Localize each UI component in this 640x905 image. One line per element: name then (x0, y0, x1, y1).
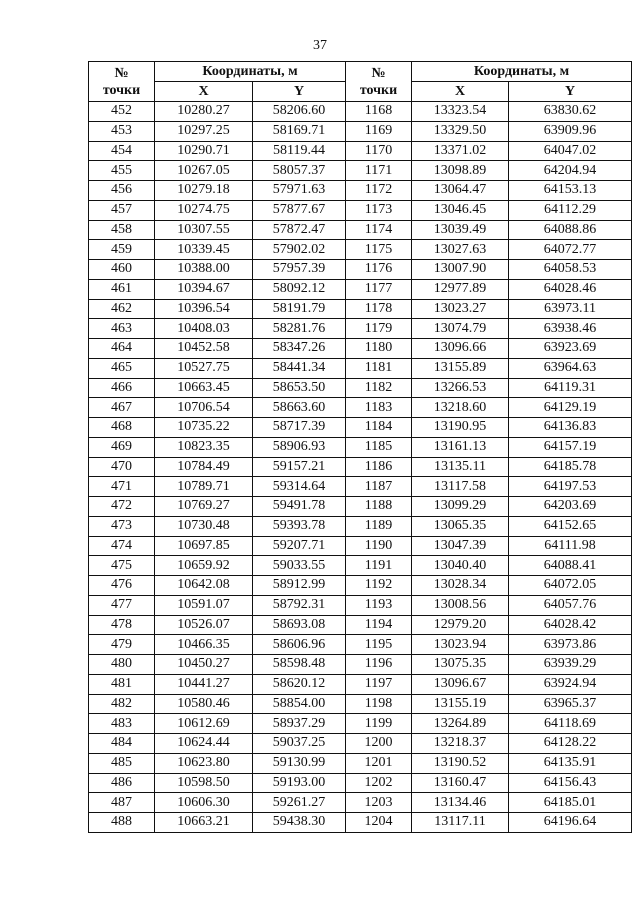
y-value-left: 59438.30 (253, 813, 346, 833)
point-number-header-right (346, 62, 412, 102)
table-row (89, 734, 632, 754)
point-number-right: 1204 (346, 813, 412, 833)
table-row (89, 260, 632, 280)
x-value-right: 13023.94 (412, 635, 509, 655)
y-value-left: 58092.12 (253, 279, 346, 299)
table-row (89, 813, 632, 833)
y-value-right: 64112.29 (509, 200, 632, 220)
point-number-right: 1192 (346, 576, 412, 596)
y-value-right: 64028.42 (509, 615, 632, 635)
number-sign-label: № (114, 65, 129, 81)
point-number-right: 1198 (346, 694, 412, 714)
point-number-right: 1168 (346, 102, 412, 122)
table-row (89, 714, 632, 734)
y-value-right: 64203.69 (509, 497, 632, 517)
table-row (89, 516, 632, 536)
x-value-right: 13065.35 (412, 516, 509, 536)
y-value-left: 58792.31 (253, 595, 346, 615)
table-row (89, 319, 632, 339)
x-value-right: 13027.63 (412, 240, 509, 260)
x-value-left: 10290.71 (155, 141, 253, 161)
x-value-right: 13117.11 (412, 813, 509, 833)
x-value-left: 10526.07 (155, 615, 253, 635)
table-header (89, 62, 632, 102)
y-value-right: 64135.91 (509, 753, 632, 773)
point-number-left: 488 (89, 813, 155, 833)
table-row (89, 655, 632, 675)
x-value-right: 13046.45 (412, 200, 509, 220)
point-number-left: 476 (89, 576, 155, 596)
table-row (89, 556, 632, 576)
table-row (89, 102, 632, 122)
point-number-right: 1199 (346, 714, 412, 734)
point-number-left: 487 (89, 793, 155, 813)
point-number-right: 1189 (346, 516, 412, 536)
point-number-right: 1184 (346, 418, 412, 438)
point-number-right: 1172 (346, 181, 412, 201)
point-number-left: 461 (89, 279, 155, 299)
y-value-left: 58281.76 (253, 319, 346, 339)
x-value-right: 13047.39 (412, 536, 509, 556)
table-row (89, 181, 632, 201)
y-value-right: 63939.29 (509, 655, 632, 675)
table-row (89, 674, 632, 694)
x-value-left: 10274.75 (155, 200, 253, 220)
y-value-right: 64088.41 (509, 556, 632, 576)
point-number-right: 1183 (346, 398, 412, 418)
point-number-left: 480 (89, 655, 155, 675)
y-value-right: 64129.19 (509, 398, 632, 418)
y-value-right: 63924.94 (509, 674, 632, 694)
y-value-left: 58912.99 (253, 576, 346, 596)
table-row (89, 279, 632, 299)
x-value-left: 10623.80 (155, 753, 253, 773)
point-number-header-left (89, 62, 155, 102)
x-value-right: 13134.46 (412, 793, 509, 813)
y-value-left: 57872.47 (253, 220, 346, 240)
table-row (89, 358, 632, 378)
y-value-left: 58191.79 (253, 299, 346, 319)
y-value-left: 59037.25 (253, 734, 346, 754)
y-value-right: 63830.62 (509, 102, 632, 122)
x-value-right: 13023.27 (412, 299, 509, 319)
point-number-left: 458 (89, 220, 155, 240)
point-number-left: 486 (89, 773, 155, 793)
y-value-left: 58206.60 (253, 102, 346, 122)
y-value-left: 57971.63 (253, 181, 346, 201)
table-row (89, 694, 632, 714)
y-value-left: 59393.78 (253, 516, 346, 536)
x-value-left: 10663.21 (155, 813, 253, 833)
table-row (89, 220, 632, 240)
point-number-left: 478 (89, 615, 155, 635)
x-value-right: 13098.89 (412, 161, 509, 181)
y-value-right: 64157.19 (509, 437, 632, 457)
point-number-left: 453 (89, 121, 155, 141)
point-number-left: 477 (89, 595, 155, 615)
x-value-left: 10450.27 (155, 655, 253, 675)
y-value-left: 58653.50 (253, 378, 346, 398)
x-value-right: 13028.34 (412, 576, 509, 596)
point-number-left: 452 (89, 102, 155, 122)
table-row (89, 339, 632, 359)
coordinates-header-right: Координаты, м (412, 62, 632, 82)
x-value-left: 10789.71 (155, 477, 253, 497)
point-number-left: 469 (89, 437, 155, 457)
y-value-left: 58663.60 (253, 398, 346, 418)
y-value-right: 64153.13 (509, 181, 632, 201)
x-value-right: 13074.79 (412, 319, 509, 339)
table-row (89, 793, 632, 813)
y-value-right: 63938.46 (509, 319, 632, 339)
x-value-left: 10663.45 (155, 378, 253, 398)
x-value-right: 13039.49 (412, 220, 509, 240)
y-value-left: 58119.44 (253, 141, 346, 161)
x-value-right: 13264.89 (412, 714, 509, 734)
point-number-right: 1171 (346, 161, 412, 181)
x-value-right: 13064.47 (412, 181, 509, 201)
x-value-left: 10339.45 (155, 240, 253, 260)
point-number-left: 467 (89, 398, 155, 418)
y-value-right: 64128.22 (509, 734, 632, 754)
point-number-left: 474 (89, 536, 155, 556)
y-value-right: 64072.77 (509, 240, 632, 260)
y-value-left: 59157.21 (253, 457, 346, 477)
point-number-right: 1173 (346, 200, 412, 220)
x-value-right: 13190.52 (412, 753, 509, 773)
point-number-right: 1169 (346, 121, 412, 141)
number-sign-label: № (371, 65, 386, 81)
point-number-right: 1176 (346, 260, 412, 280)
x-value-left: 10279.18 (155, 181, 253, 201)
x-header-left: X (155, 82, 253, 102)
point-number-left: 479 (89, 635, 155, 655)
y-value-right: 64072.05 (509, 576, 632, 596)
x-value-right: 13096.66 (412, 339, 509, 359)
x-value-right: 13323.54 (412, 102, 509, 122)
x-value-right: 13075.35 (412, 655, 509, 675)
x-value-left: 10280.27 (155, 102, 253, 122)
x-value-right: 13040.40 (412, 556, 509, 576)
point-number-left: 481 (89, 674, 155, 694)
point-number-right: 1193 (346, 595, 412, 615)
table-row (89, 536, 632, 556)
x-value-right: 13160.47 (412, 773, 509, 793)
table-row (89, 418, 632, 438)
x-value-right: 13007.90 (412, 260, 509, 280)
x-value-left: 10769.27 (155, 497, 253, 517)
point-number-right: 1202 (346, 773, 412, 793)
point-number-left: 454 (89, 141, 155, 161)
point-number-right: 1179 (346, 319, 412, 339)
table-row (89, 437, 632, 457)
point-number-right: 1203 (346, 793, 412, 813)
y-header-right: Y (509, 82, 632, 102)
point-number-left: 465 (89, 358, 155, 378)
table-row (89, 615, 632, 635)
x-value-right: 13135.11 (412, 457, 509, 477)
y-value-left: 58347.26 (253, 339, 346, 359)
point-number-left: 460 (89, 260, 155, 280)
x-value-left: 10297.25 (155, 121, 253, 141)
x-value-right: 13161.13 (412, 437, 509, 457)
y-value-right: 63964.63 (509, 358, 632, 378)
y-value-right: 64136.83 (509, 418, 632, 438)
x-value-left: 10394.67 (155, 279, 253, 299)
y-value-right: 63909.96 (509, 121, 632, 141)
point-number-right: 1190 (346, 536, 412, 556)
x-value-right: 13008.56 (412, 595, 509, 615)
point-number-left: 470 (89, 457, 155, 477)
point-number-left: 482 (89, 694, 155, 714)
table-row (89, 161, 632, 181)
x-value-left: 10784.49 (155, 457, 253, 477)
point-number-left: 456 (89, 181, 155, 201)
x-value-left: 10624.44 (155, 734, 253, 754)
point-number-right: 1191 (346, 556, 412, 576)
point-number-right: 1170 (346, 141, 412, 161)
point-number-right: 1174 (346, 220, 412, 240)
y-value-left: 58937.29 (253, 714, 346, 734)
x-value-right: 13117.58 (412, 477, 509, 497)
x-value-right: 13155.89 (412, 358, 509, 378)
x-value-right: 13266.53 (412, 378, 509, 398)
x-value-left: 10527.75 (155, 358, 253, 378)
table-row (89, 773, 632, 793)
x-value-left: 10659.92 (155, 556, 253, 576)
point-number-right: 1188 (346, 497, 412, 517)
table-row (89, 477, 632, 497)
point-number-right: 1175 (346, 240, 412, 260)
point-number-left: 484 (89, 734, 155, 754)
y-value-left: 59193.00 (253, 773, 346, 793)
table-row (89, 576, 632, 596)
x-value-right: 13371.02 (412, 141, 509, 161)
table-row (89, 398, 632, 418)
x-value-right: 13190.95 (412, 418, 509, 438)
point-number-left: 472 (89, 497, 155, 517)
point-number-right: 1185 (346, 437, 412, 457)
table-row (89, 497, 632, 517)
point-number-left: 466 (89, 378, 155, 398)
y-value-left: 58620.12 (253, 674, 346, 694)
coordinates-header-left: Координаты, м (155, 62, 346, 82)
y-value-right: 64058.53 (509, 260, 632, 280)
point-number-right: 1196 (346, 655, 412, 675)
x-value-right: 13218.60 (412, 398, 509, 418)
table-row (89, 240, 632, 260)
y-value-right: 64204.94 (509, 161, 632, 181)
y-value-right: 64197.53 (509, 477, 632, 497)
table-row (89, 635, 632, 655)
y-value-right: 64088.86 (509, 220, 632, 240)
point-number-right: 1197 (346, 674, 412, 694)
point-number-right: 1187 (346, 477, 412, 497)
x-value-left: 10408.03 (155, 319, 253, 339)
y-value-right: 64111.98 (509, 536, 632, 556)
x-value-left: 10388.00 (155, 260, 253, 280)
table-row (89, 457, 632, 477)
table-row (89, 595, 632, 615)
y-value-left: 57957.39 (253, 260, 346, 280)
point-number-left: 475 (89, 556, 155, 576)
y-value-left: 59261.27 (253, 793, 346, 813)
x-value-left: 10730.48 (155, 516, 253, 536)
y-value-right: 64119.31 (509, 378, 632, 398)
x-value-right: 13155.19 (412, 694, 509, 714)
y-value-left: 58441.34 (253, 358, 346, 378)
point-number-left: 471 (89, 477, 155, 497)
point-number-left: 463 (89, 319, 155, 339)
point-number-right: 1178 (346, 299, 412, 319)
x-value-left: 10642.08 (155, 576, 253, 596)
y-value-left: 59033.55 (253, 556, 346, 576)
y-value-right: 64156.43 (509, 773, 632, 793)
y-value-right: 63973.11 (509, 299, 632, 319)
x-value-left: 10706.54 (155, 398, 253, 418)
point-number-right: 1181 (346, 358, 412, 378)
table-row (89, 378, 632, 398)
point-number-left: 455 (89, 161, 155, 181)
point-number-left: 457 (89, 200, 155, 220)
x-value-left: 10580.46 (155, 694, 253, 714)
page-number: 37 (313, 38, 327, 53)
y-value-left: 59207.71 (253, 536, 346, 556)
point-number-left: 462 (89, 299, 155, 319)
y-value-left: 59491.78 (253, 497, 346, 517)
x-value-left: 10823.35 (155, 437, 253, 457)
point-number-left: 483 (89, 714, 155, 734)
table-row (89, 141, 632, 161)
table-row (89, 753, 632, 773)
y-value-left: 58169.71 (253, 121, 346, 141)
y-value-left: 58906.93 (253, 437, 346, 457)
x-value-left: 10735.22 (155, 418, 253, 438)
point-number-left: 468 (89, 418, 155, 438)
y-value-left: 58693.08 (253, 615, 346, 635)
x-value-right: 12977.89 (412, 279, 509, 299)
point-label: точки (359, 82, 398, 98)
point-number-right: 1200 (346, 734, 412, 754)
y-value-left: 58606.96 (253, 635, 346, 655)
y-value-left: 59314.64 (253, 477, 346, 497)
y-value-right: 64118.69 (509, 714, 632, 734)
y-value-right: 64196.64 (509, 813, 632, 833)
y-value-left: 58057.37 (253, 161, 346, 181)
point-number-left: 485 (89, 753, 155, 773)
x-value-right: 13329.50 (412, 121, 509, 141)
table-row (89, 121, 632, 141)
x-value-left: 10466.35 (155, 635, 253, 655)
point-number-left: 464 (89, 339, 155, 359)
x-value-left: 10452.58 (155, 339, 253, 359)
point-label: точки (102, 82, 141, 98)
y-value-left: 57902.02 (253, 240, 346, 260)
point-number-right: 1201 (346, 753, 412, 773)
point-number-right: 1177 (346, 279, 412, 299)
x-value-right: 13096.67 (412, 674, 509, 694)
y-value-right: 64057.76 (509, 595, 632, 615)
x-value-left: 10606.30 (155, 793, 253, 813)
header-row-top (89, 62, 632, 82)
x-value-left: 10598.50 (155, 773, 253, 793)
y-value-right: 64185.01 (509, 793, 632, 813)
x-value-left: 10307.55 (155, 220, 253, 240)
x-value-right: 13099.29 (412, 497, 509, 517)
y-value-right: 63923.69 (509, 339, 632, 359)
x-value-left: 10267.05 (155, 161, 253, 181)
y-value-right: 64152.65 (509, 516, 632, 536)
point-number-right: 1195 (346, 635, 412, 655)
point-number-right: 1194 (346, 615, 412, 635)
y-value-right: 64047.02 (509, 141, 632, 161)
point-number-left: 473 (89, 516, 155, 536)
y-value-right: 63965.37 (509, 694, 632, 714)
y-value-left: 57877.67 (253, 200, 346, 220)
x-value-left: 10612.69 (155, 714, 253, 734)
point-number-right: 1186 (346, 457, 412, 477)
x-value-left: 10441.27 (155, 674, 253, 694)
x-value-right: 13218.37 (412, 734, 509, 754)
point-number-right: 1180 (346, 339, 412, 359)
y-value-left: 59130.99 (253, 753, 346, 773)
x-value-left: 10396.54 (155, 299, 253, 319)
table-body (89, 102, 632, 833)
y-value-left: 58854.00 (253, 694, 346, 714)
y-value-left: 58598.48 (253, 655, 346, 675)
x-header-right: X (412, 82, 509, 102)
y-value-right: 64028.46 (509, 279, 632, 299)
point-number-right: 1182 (346, 378, 412, 398)
y-value-right: 63973.86 (509, 635, 632, 655)
x-value-left: 10697.85 (155, 536, 253, 556)
y-value-left: 58717.39 (253, 418, 346, 438)
table-row (89, 299, 632, 319)
coordinates-table (88, 61, 632, 833)
x-value-left: 10591.07 (155, 595, 253, 615)
x-value-right: 12979.20 (412, 615, 509, 635)
y-value-right: 64185.78 (509, 457, 632, 477)
table-row (89, 200, 632, 220)
y-header-left: Y (253, 82, 346, 102)
point-number-left: 459 (89, 240, 155, 260)
